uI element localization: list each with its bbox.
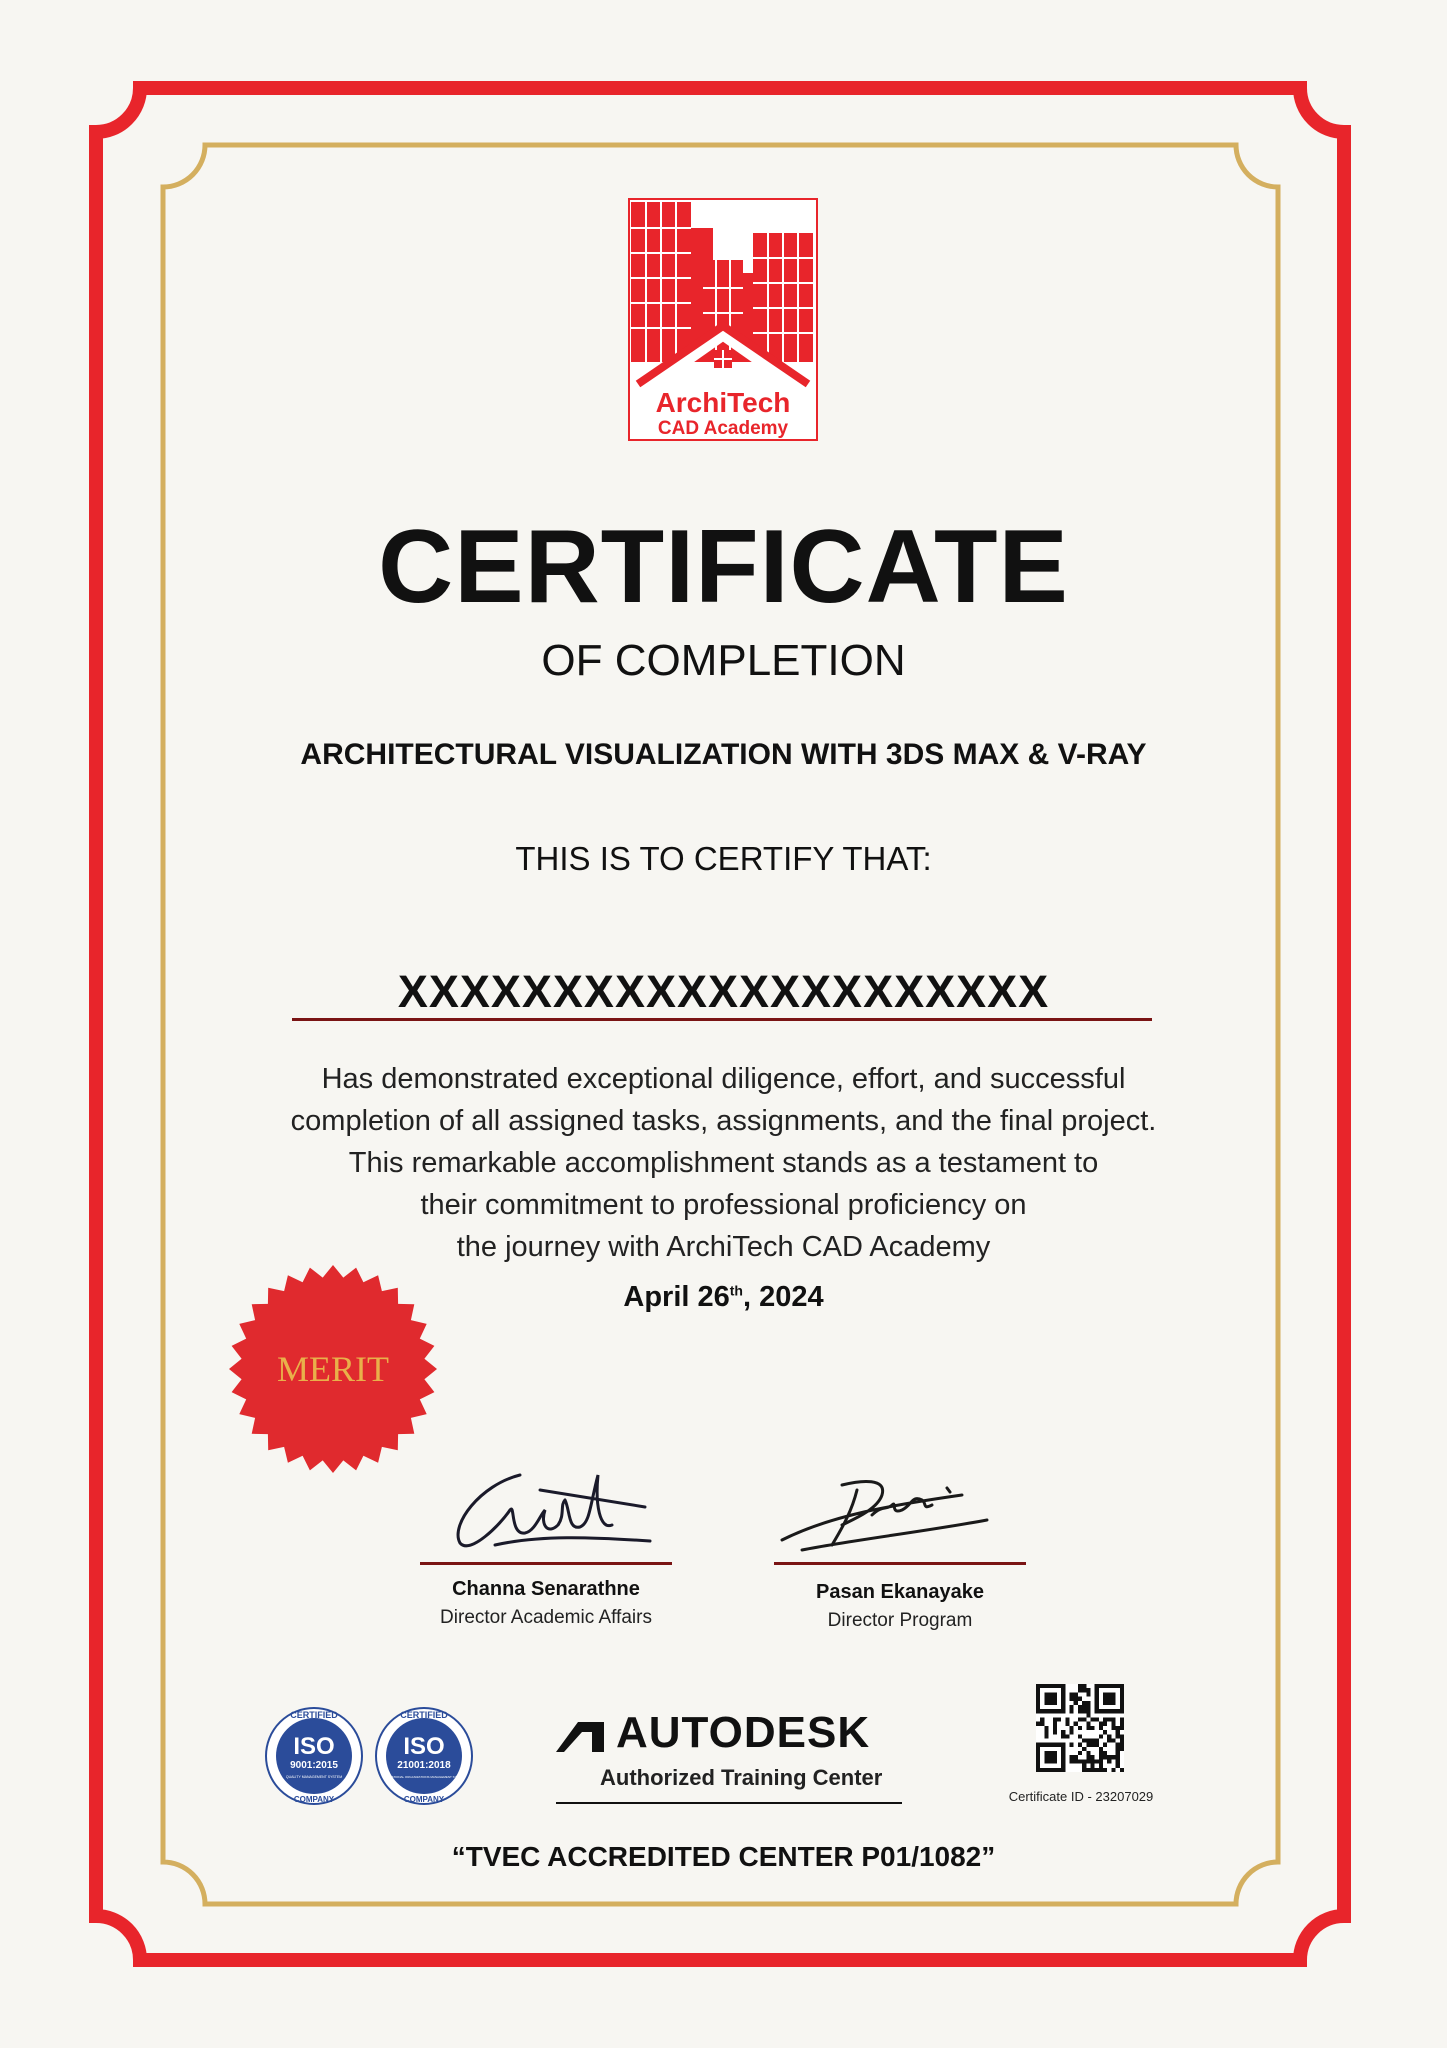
iso-top: CERTIFIED: [290, 1710, 338, 1720]
architech-logo: [628, 198, 818, 441]
iso-top: CERTIFIED: [400, 1710, 448, 1720]
signature-line-2: [774, 1562, 1026, 1565]
iso-code: 21001:2018: [397, 1760, 451, 1771]
iso-code: 9001:2015: [290, 1760, 338, 1771]
signature-2: [772, 1470, 1002, 1560]
signature-line-1: [420, 1562, 672, 1565]
body-line: their commitment to professional proficiency on: [420, 1189, 1027, 1221]
certificate-title: CERTIFICATE: [378, 509, 1069, 625]
autodesk-logo-icon: [556, 1718, 606, 1752]
date-rest: , 2024: [742, 1281, 824, 1313]
autodesk-underline: [556, 1802, 902, 1804]
date-suffix: th: [729, 1282, 743, 1299]
recipient-name: XXXXXXXXXXXXXXXXXXXXX: [397, 966, 1050, 1017]
iso-desc: QUALITY MANAGEMENT SYSTEM: [285, 1775, 343, 1779]
signature-1: [440, 1455, 660, 1560]
qr-code: [1036, 1684, 1124, 1772]
signatory-title-2: Director Program: [827, 1610, 973, 1631]
iso-bottom: COMPANY: [293, 1795, 335, 1804]
iso-bottom: COMPANY: [403, 1795, 445, 1804]
signatory-title-1: Director Academic Affairs: [440, 1607, 652, 1628]
autodesk-brand: AUTODESK: [616, 1708, 871, 1757]
iso-label: ISO: [293, 1733, 335, 1760]
iso-badge-9001: [264, 1706, 364, 1806]
certificate-body: [0, 1058, 1447, 1268]
logo-line2: CAD Academy: [657, 418, 789, 439]
certificate-subtitle: OF COMPLETION: [541, 636, 906, 685]
iso-desc: EDUCATIONAL ORGANIZATIONS MANAGEMENT SYSTEM: [383, 1775, 465, 1779]
body-line: Has demonstrated exceptional diligence, effort, and successful: [321, 1063, 1126, 1095]
date-prefix: April 26: [623, 1281, 730, 1313]
name-underline: [292, 1018, 1152, 1021]
certify-text: THIS IS TO CERTIFY THAT:: [515, 840, 932, 877]
body-line: completion of all assigned tasks, assignments, and the final project.: [290, 1105, 1157, 1137]
certificate-id: Certificate ID - 23207029: [1008, 1789, 1154, 1804]
logo-line1: ArchiTech: [655, 387, 791, 418]
autodesk-atc: Authorized Training Center: [600, 1765, 883, 1790]
body-line: the journey with ArchiTech CAD Academy: [456, 1231, 991, 1263]
iso-label: ISO: [403, 1733, 445, 1760]
body-line: This remarkable accomplishment stands as a testament to: [348, 1147, 1099, 1179]
merit-seal: [226, 1262, 440, 1476]
signatory-name-1: Channa Senarathne: [452, 1578, 640, 1600]
issue-date: [0, 1281, 1447, 1314]
accreditation: “TVEC ACCREDITED CENTER P01/1082”: [451, 1841, 996, 1872]
signatory-name-2: Pasan Ekanayake: [816, 1581, 984, 1603]
seal-text: MERIT: [277, 1349, 389, 1389]
iso-badge-21001: [374, 1706, 474, 1806]
course-name: ARCHITECTURAL VISUALIZATION WITH 3DS MAX & V-RAY: [300, 738, 1147, 771]
